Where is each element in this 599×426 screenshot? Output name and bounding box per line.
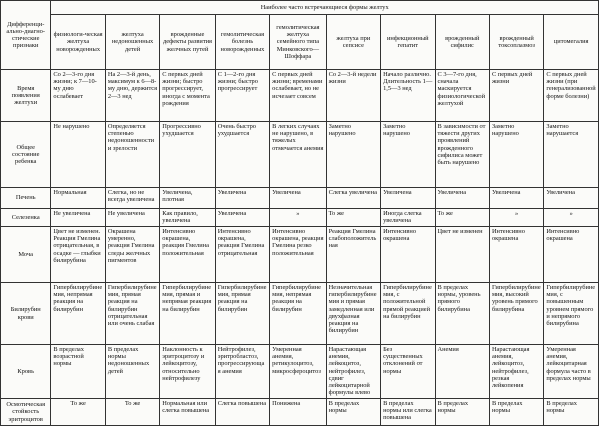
- table-cell: В пределах нормы: [326, 399, 380, 426]
- table-cell: Заметно нарушено: [326, 122, 380, 188]
- table-cell: Гипербилирубинемия, непрямая реакция на билирубин: [270, 283, 326, 345]
- table-cell: С 3—7-го дня, сначала маскируется физиологической желтухой: [435, 70, 489, 122]
- table-cell: Гипербилирубинемия, с положительной прямой реакцией на билирубин: [381, 283, 435, 345]
- table-cell: Слегка увеличена: [326, 188, 380, 209]
- table-cell: Слегка повышена: [215, 399, 269, 426]
- table-cell: Умеренная анемия, ретикулоцитоз, микросфероцитоз: [270, 345, 326, 399]
- corner-header: Дифференци-ально-диагно-стические признаки: [1, 1, 51, 70]
- table-cell: Интенсивно окрашена, реакция Гмелина резко положительная: [270, 227, 326, 283]
- row-label: Общее состояние ребенка: [1, 122, 51, 188]
- table-cell: В пределах нормы: [544, 399, 599, 426]
- table-cell: Не увеличена: [105, 209, 159, 227]
- table-cell: Очень быстро ухудшается: [215, 122, 269, 188]
- table-cell: В легких случаях не нарушено, в тяжелых отмечается анемия: [270, 122, 326, 188]
- table-cell: Цвет не изменен. Реакция Гмелина отрицательная, в осадке — глыбки билирубина: [51, 227, 105, 283]
- table-cell: Гипербилирубинемия, непрямая реакция на билирубин: [51, 283, 105, 345]
- table-cell: Увеличена, плотная: [160, 188, 215, 209]
- table-row: [1, 283, 599, 345]
- table-cell: Определяется степенью недоношенности и зрелости: [105, 122, 159, 188]
- column-header: врожденные дефекты развития желчных путей: [160, 15, 215, 70]
- table-cell: С 1—2-го дня жизни; быстро прогрессирует: [215, 70, 269, 122]
- table-cell: Начало различно. Длительность 1—1,5—3 нед: [381, 70, 435, 122]
- table-cell: С первых дней жизни (при генерализованной форме болезни): [544, 70, 599, 122]
- table-cell: Нарастающая анемия, лейкоцитоз, нейтрофилез, резкая лейкопения: [489, 345, 543, 399]
- table-cell: Гипербилирубинемия, прямая и непрямая реакция на билирубин: [160, 283, 215, 345]
- table-cell: Понижена: [270, 399, 326, 426]
- table-cell: Умеренная анемия, лейкоцитарная формула часто в пределах нормы: [544, 345, 599, 399]
- table-cell: Слегка, но не всегда увеличена: [105, 188, 159, 209]
- table-cell: Незначительная гипербилирубинемия и прямая замедленная или двухфазная реакция на билирубин: [326, 283, 380, 345]
- table-cell: Нормальная или слегка повышена: [160, 399, 215, 426]
- table-cell: Реакция Гмелина слабоположительная: [326, 227, 380, 283]
- table-cell: Гипербилирубинемия, высокий уровень прямого билирубина: [489, 283, 543, 345]
- table-cell: Увеличена: [489, 188, 543, 209]
- table-cell: Интенсивно окрашена, реакция Гмелина отрицательная: [215, 227, 269, 283]
- table-cell: Как правило, увеличена: [160, 209, 215, 227]
- table-cell: Анемия: [435, 345, 489, 399]
- table-row: [1, 188, 599, 209]
- table-cell: Нормальная: [51, 188, 105, 209]
- table-row: [1, 345, 599, 399]
- table-cell: »: [544, 209, 599, 227]
- table-cell: В пределах нормы, уровень прямого билирубина: [435, 283, 489, 345]
- table-row: [1, 227, 599, 283]
- table-row: [1, 209, 599, 227]
- table-cell: В пределах нормы или слегка повышена: [381, 399, 435, 426]
- table-cell: Нейтрофилез, эритробластоз, прогрессирующая анемия: [215, 345, 269, 399]
- table-cell: С первых дней жизни; быстро прогрессирует, иногда с момента рождения: [160, 70, 215, 122]
- column-header: врожденный сифилис: [435, 15, 489, 70]
- column-header: инфекционный гепатит: [381, 15, 435, 70]
- table-cell: В пределах возрастной нормы: [51, 345, 105, 399]
- column-header: цитомегалия: [544, 15, 599, 70]
- table-row: [1, 399, 599, 426]
- table-cell: Гипербилирубинемия, прямая реакция на билирубин отрицательная или очень слабая: [105, 283, 159, 345]
- table-cell: С первых дней жизни; временами ослабевает, но не исчезает совсем: [270, 70, 326, 122]
- table-cell: Увеличена: [381, 188, 435, 209]
- table-cell: Интенсивно окрашена: [381, 227, 435, 283]
- table-cell: Без существенных отклонений от нормы: [381, 345, 435, 399]
- table-cell: Нарастающая анемия, лейкоцитоз, нейтрофилез, сдвиг лейкоцитарной формулы влево: [326, 345, 380, 399]
- column-header: желтуха недоношенных детей: [105, 15, 159, 70]
- table-cell: В пределах нормы: [435, 399, 489, 426]
- table-cell: Наклонность к эритроцитозу и лейкоцитозу, относительно нейтрофилезу: [160, 345, 215, 399]
- table-cell: »: [270, 209, 326, 227]
- table-cell: Заметно нарушено: [381, 122, 435, 188]
- table-cell: В пределах нормы: [489, 399, 543, 426]
- table-cell: То же: [435, 209, 489, 227]
- table-cell: То же: [105, 399, 159, 426]
- row-label: Осмотическая стойкость эритроцитов: [1, 399, 51, 426]
- table-cell: То же: [326, 209, 380, 227]
- column-header: гемолитическая желтуха семейного типа Минковского—Шоффара: [270, 15, 326, 70]
- row-label: Моча: [1, 227, 51, 283]
- table-cell: Увеличена: [270, 188, 326, 209]
- table-row: [1, 70, 599, 122]
- table-cell: То же: [51, 399, 105, 426]
- row-label: Кровь: [1, 345, 51, 399]
- table-cell: »: [489, 209, 543, 227]
- column-header: врожденный токсоплазмоз: [489, 15, 543, 70]
- table-cell: Не увеличена: [51, 209, 105, 227]
- table-row: [1, 122, 599, 188]
- table-cell: Интенсивно окрашена: [489, 227, 543, 283]
- column-header: желтуха при сепсисе: [326, 15, 380, 70]
- column-header: физиологи-ческая желтуха новорожденных: [51, 15, 105, 70]
- table-cell: Увеличена: [215, 209, 269, 227]
- table-cell: Увеличена: [435, 188, 489, 209]
- table-cell: На 2—3-й день, максимум к 6—8-му дню, держится 2—3 нед: [105, 70, 159, 122]
- table-cell: Со 2—3-го дня жизни; к 7—10-му дню ослабевает: [51, 70, 105, 122]
- table-cell: Увеличена: [215, 188, 269, 209]
- row-label: Селезенка: [1, 209, 51, 227]
- table-cell: Прогрессивно ухудшается: [160, 122, 215, 188]
- table-cell: Заметно нарушается: [544, 122, 599, 188]
- table-cell: Заметно нарушено: [489, 122, 543, 188]
- table-cell: В пределах нормы недоношенных детей: [105, 345, 159, 399]
- table-cell: Гипербилирубинемия, прямая реакция на билирубин: [215, 283, 269, 345]
- table-cell: Интенсивно окрашена, реакция Гмелина положительная: [160, 227, 215, 283]
- column-header: гемолитическая болезнь новорожденных: [215, 15, 269, 70]
- table-cell: В зависимости от тяжести других проявлений врожденного сифилиса может быть нарушено: [435, 122, 489, 188]
- table-cell: Интенсивно окрашена: [544, 227, 599, 283]
- table-cell: Гипербилирубинемия, с повышенным уровнем прямого и непрямого билирубина: [544, 283, 599, 345]
- table-cell: С первых дней жизни: [489, 70, 543, 122]
- table-cell: Не нарушено: [51, 122, 105, 188]
- row-label: Билирубин крови: [1, 283, 51, 345]
- row-label: Время появления желтухи: [1, 70, 51, 122]
- table-cell: Иногда слегка увеличена: [381, 209, 435, 227]
- table-cell: Со 2—3-й недели жизни: [326, 70, 380, 122]
- table-cell: Увеличена: [544, 188, 599, 209]
- row-label: Печень: [1, 188, 51, 209]
- table-cell: Цвет не изменен: [435, 227, 489, 283]
- group-header: Наиболее часто встречающиеся формы желтух: [51, 1, 599, 15]
- table-cell: Окрашена умеренно, реакция Гмелина следы желчных пигментов: [105, 227, 159, 283]
